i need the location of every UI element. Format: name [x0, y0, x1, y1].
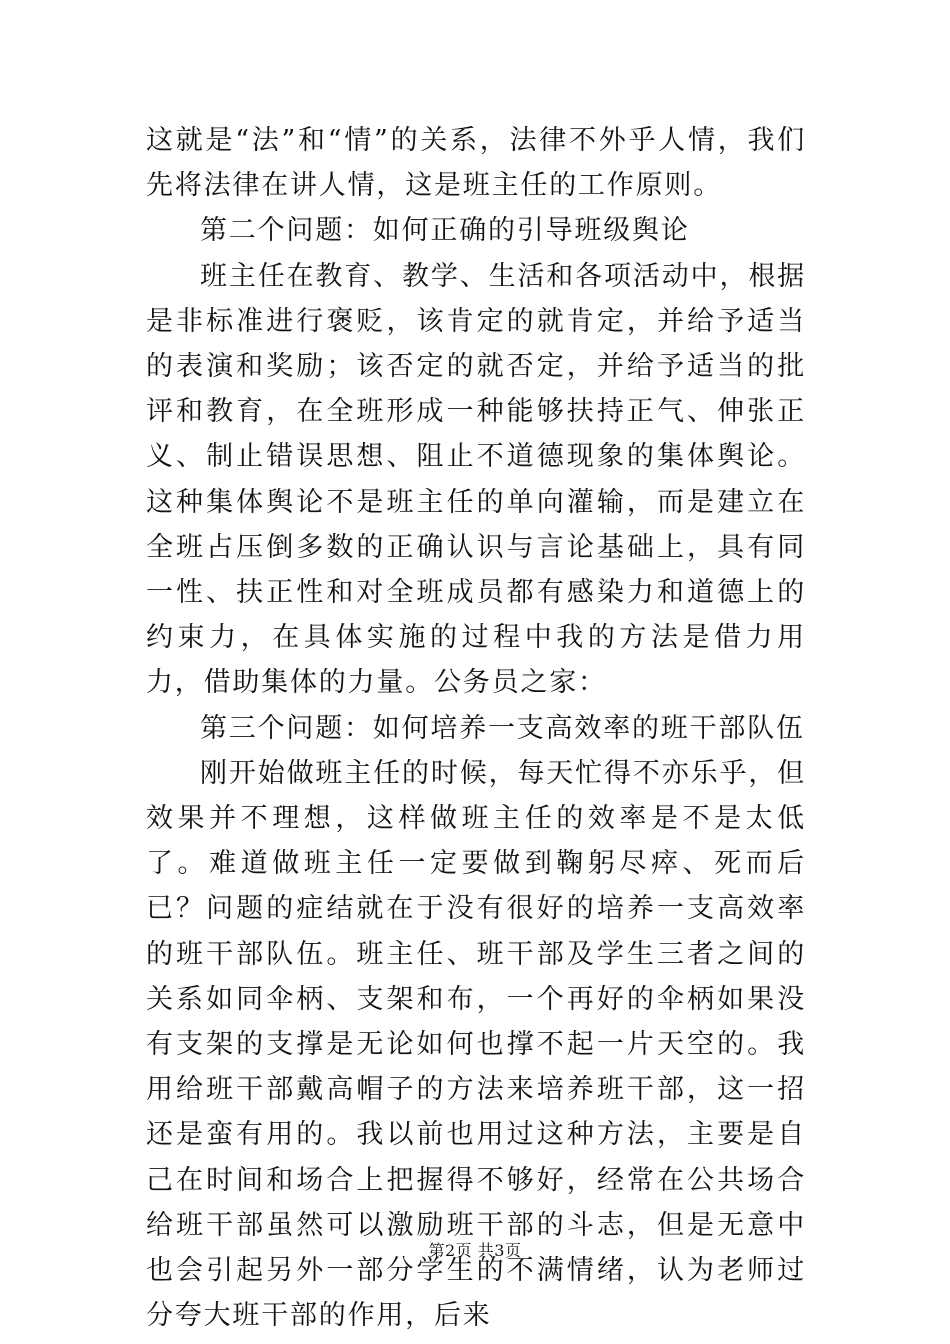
paragraph-class-cadres: 刚开始做班主任的时候，每天忙得不亦乐乎，但效果并不理想，这样做班主任的效率是不是太低了。难道做班主任一定要做到鞠躬尽瘁、死而后已？问题的症结就在于没有很好的培养一支高效率的班干部队伍。班主任、班干部及学生三者之间的关系如同伞柄、支架和布，一个再好的伞柄如果没有支架的支撑是无论如何也撑不起一片天空的。我用给班干部戴高帽子的方法来培养班干部，这一招还是蛮有用的。我以前也用过这种方法，主要是自己在时间和场合上把握得不够好，经常在公共场合给班干部虽然可以激励班干部的斗志，但是无意中也会引起另外一部分学生的不满情绪，认为老师过分夸大班干部的作用，后来 [146, 757, 806, 1332]
paragraph-law-and-sentiment: 这就是“法”和“情”的关系，法律不外乎人情，我们先将法律在讲人情，这是班主任的工作原则。 [146, 125, 806, 202]
document-body [146, 118, 806, 1338]
heading-question-three: 第三个问题：如何培养一支高效率的班干部队伍 [200, 712, 805, 744]
paragraph-class-opinion: 班主任在教育、教学、生活和各项活动中，根据是非标准进行褒贬，该肯定的就肯定，并给予适当的表演和奖励；该否定的就否定，并给予适当的批评和教育，在全班形成一种能够扶持正气、伸张正义、制止错误思想、阻止不道德现象的集体舆论。这种集体舆论不是班主任的单向灌输，而是建立在全班占压倒多数的正确认识与言论基础上，具有同一性、扶正性和对全班成员都有感染力和道德上的约束力，在具体实施的过程中我的方法是借力用力，借助集体的力量。公务员之家： [146, 260, 806, 699]
heading-question-two: 第二个问题：如何正确的引导班级舆论 [200, 215, 690, 247]
page-number-footer: 第2页 共3页 [428, 1241, 522, 1260]
